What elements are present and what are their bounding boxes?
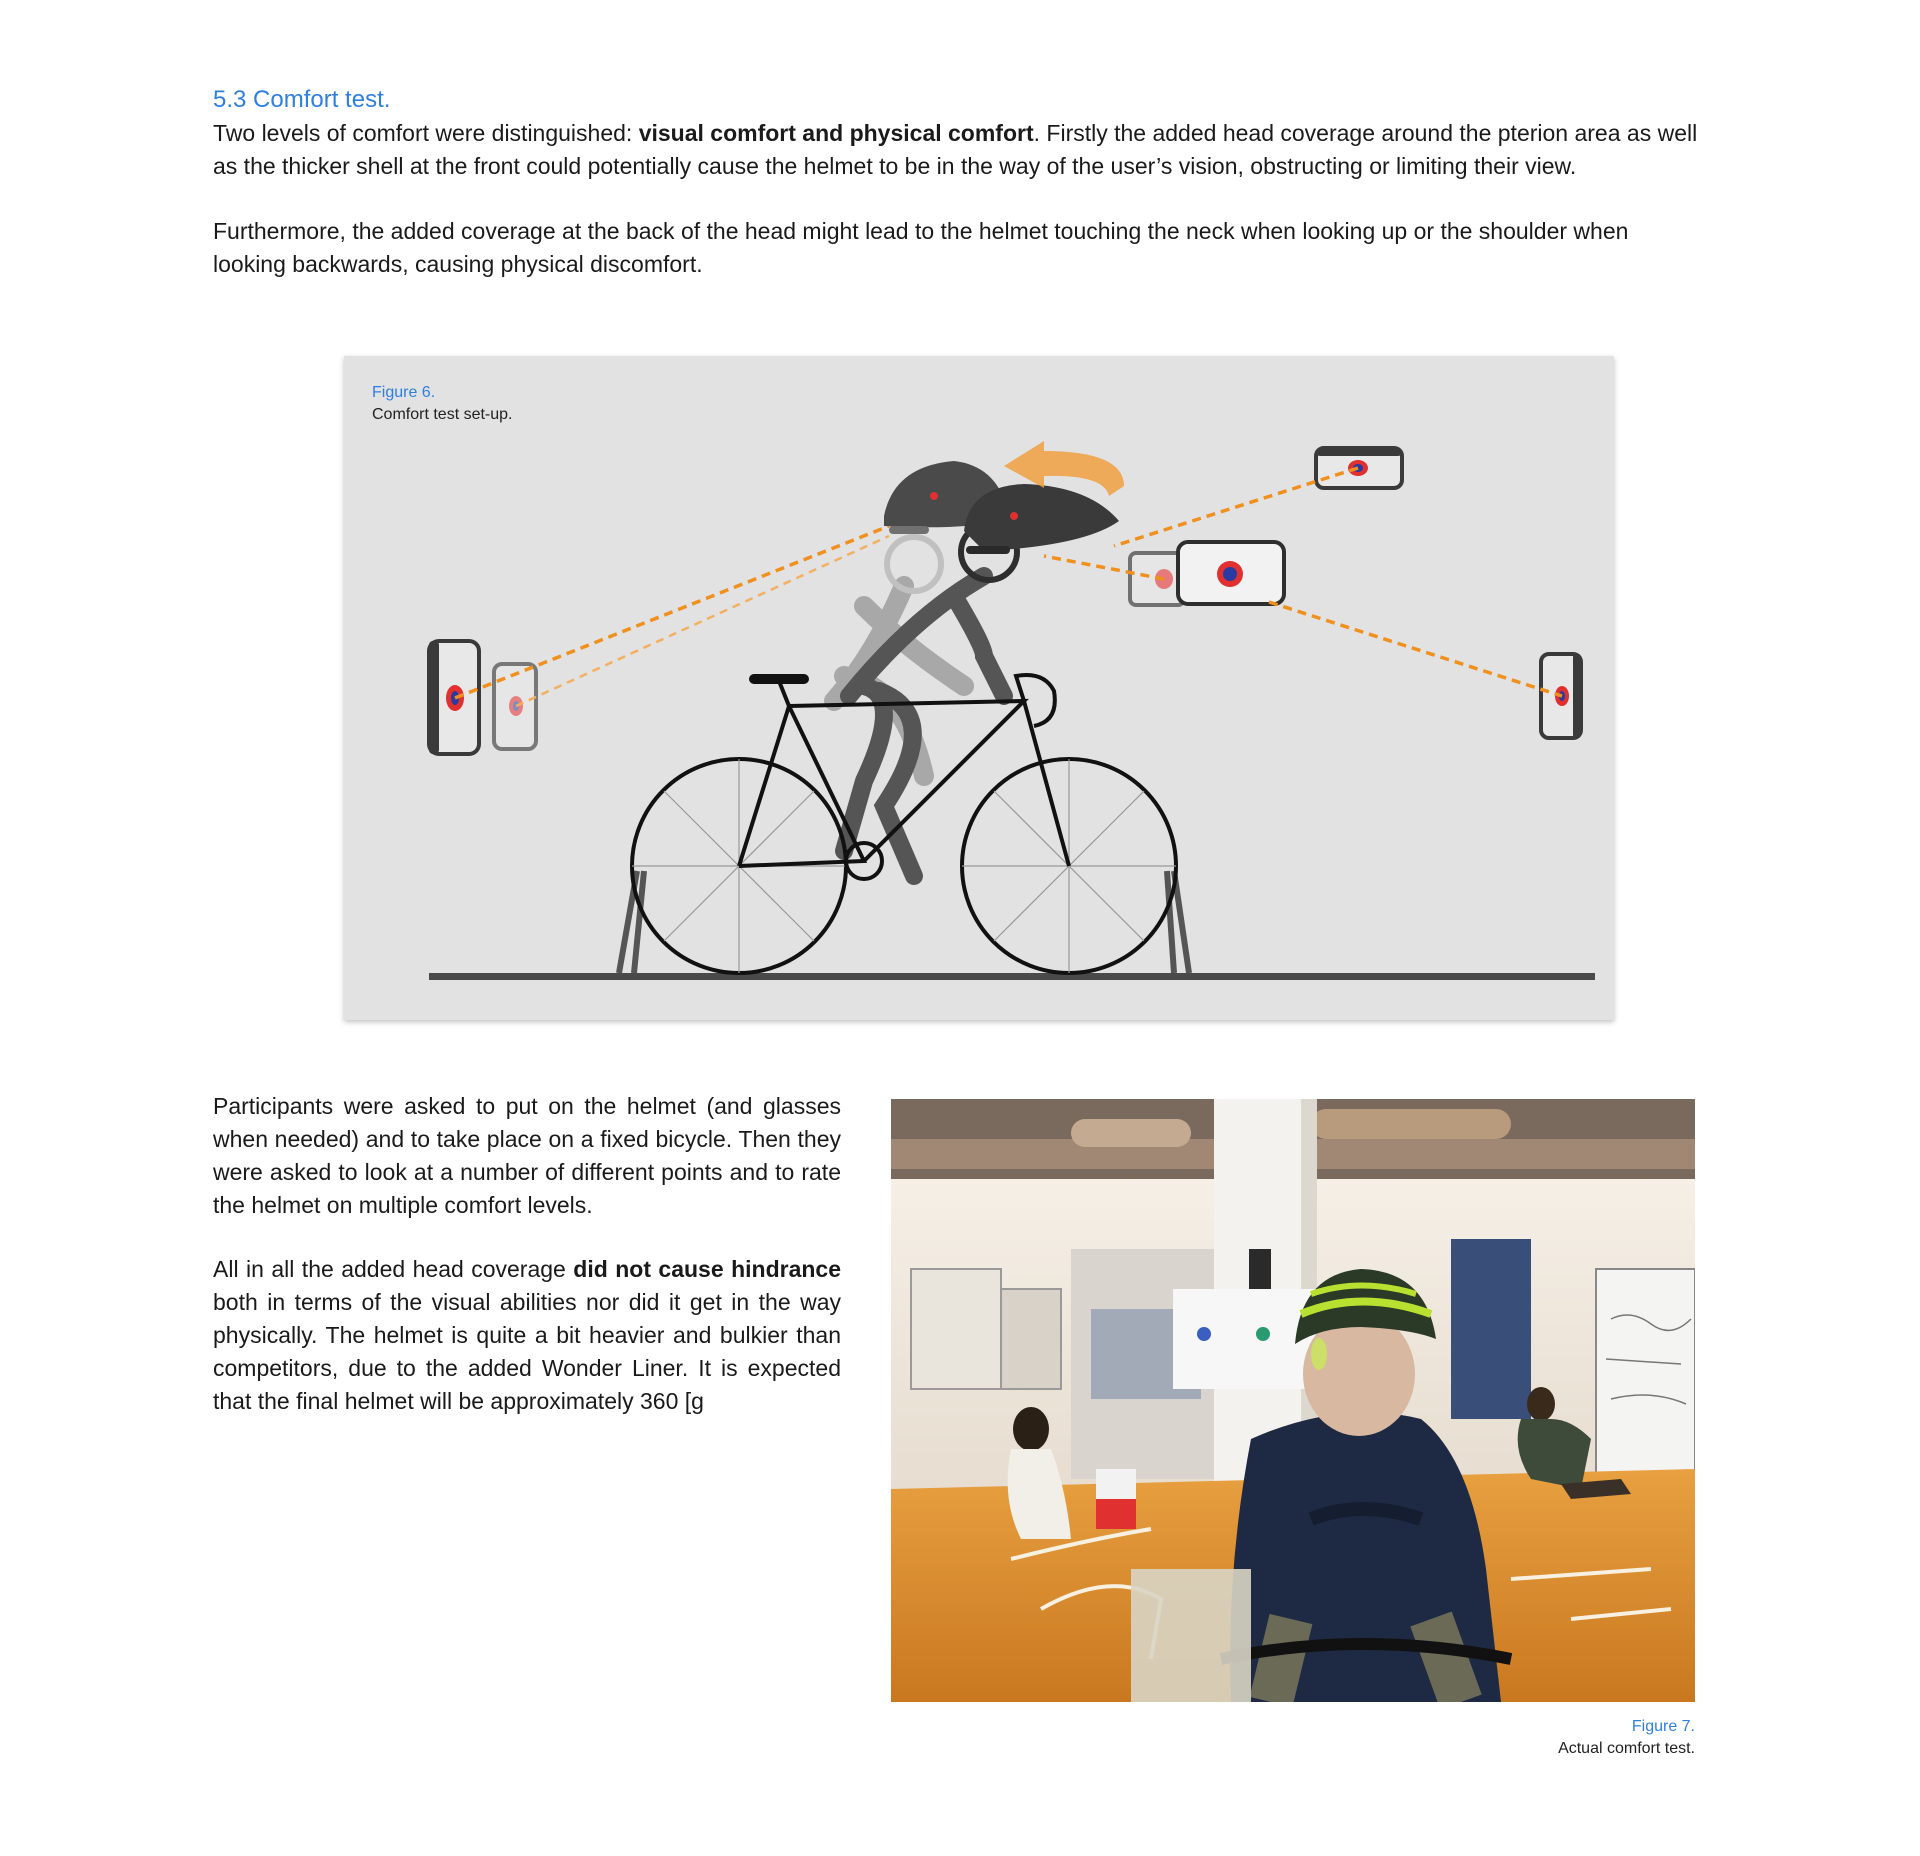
sight-line-faint — [516, 536, 889, 706]
figure-7-number: Figure 7. — [1631, 1718, 1695, 1735]
helmet — [964, 484, 1119, 554]
target-center-big — [1178, 542, 1284, 604]
figure-6-caption: Comfort test set-up. — [372, 406, 513, 423]
body-text-1: All in all the added head coverage — [213, 1256, 574, 1282]
figure-7-caption-block — [1400, 1718, 1695, 1758]
trainer-stand — [619, 871, 1189, 973]
figure-7-caption: Actual comfort test. — [1558, 1740, 1695, 1757]
bike-saddle — [749, 674, 809, 684]
body-paragraph-1: Participants were asked to put on the helmet (and glasses when needed) and to take place on a fixed bicycle. Then they were asked to look at a number of different points and to rate the helmet on multiple comfort levels. — [213, 1093, 841, 1218]
intro-paragraph-2: Furthermore, the added coverage at the back of the head might lead to the helmet touching the neck when looking up or the shoulder when looking backwards, causing physical discomfort. — [213, 218, 1629, 277]
intro-paragraph-1 — [213, 117, 1705, 183]
target-left-big — [429, 641, 479, 754]
intro-text-2: . Firstly the added head coverage around the pterion area as well as the thicker shell at the front could potentially cause the helmet to be in the way of the user’s vision, obstructing or limiting their view. — [213, 120, 1698, 179]
test-setup-drawing — [344, 356, 1614, 1020]
figure-7-photo — [891, 1099, 1695, 1702]
body-bold-text: did not cause hindrance — [573, 1256, 842, 1282]
target-top-right — [1316, 448, 1402, 488]
ground-line — [429, 973, 1595, 980]
body-text-2: both in terms of the visual abilities nor did it get in the way physically. The helmet is quite a bit heavier and bulkier than competitors, due to the added Wonder Liner. It is expected that the final helmet will be approximately 360 [g — [213, 1289, 841, 1414]
body-paragraph-2 — [213, 1253, 841, 1418]
section-title: 5.3 Comfort test. — [213, 86, 391, 113]
figure-6-number: Figure 6. — [372, 384, 436, 401]
figure-6-illustration — [344, 356, 1614, 1020]
rider-ghost-head — [887, 537, 941, 591]
intro-text-1: Two levels of comfort were distinguished: — [213, 120, 639, 146]
intro-bold-text: visual comfort and physical comfort — [638, 120, 1034, 146]
target-left-small — [494, 664, 536, 749]
